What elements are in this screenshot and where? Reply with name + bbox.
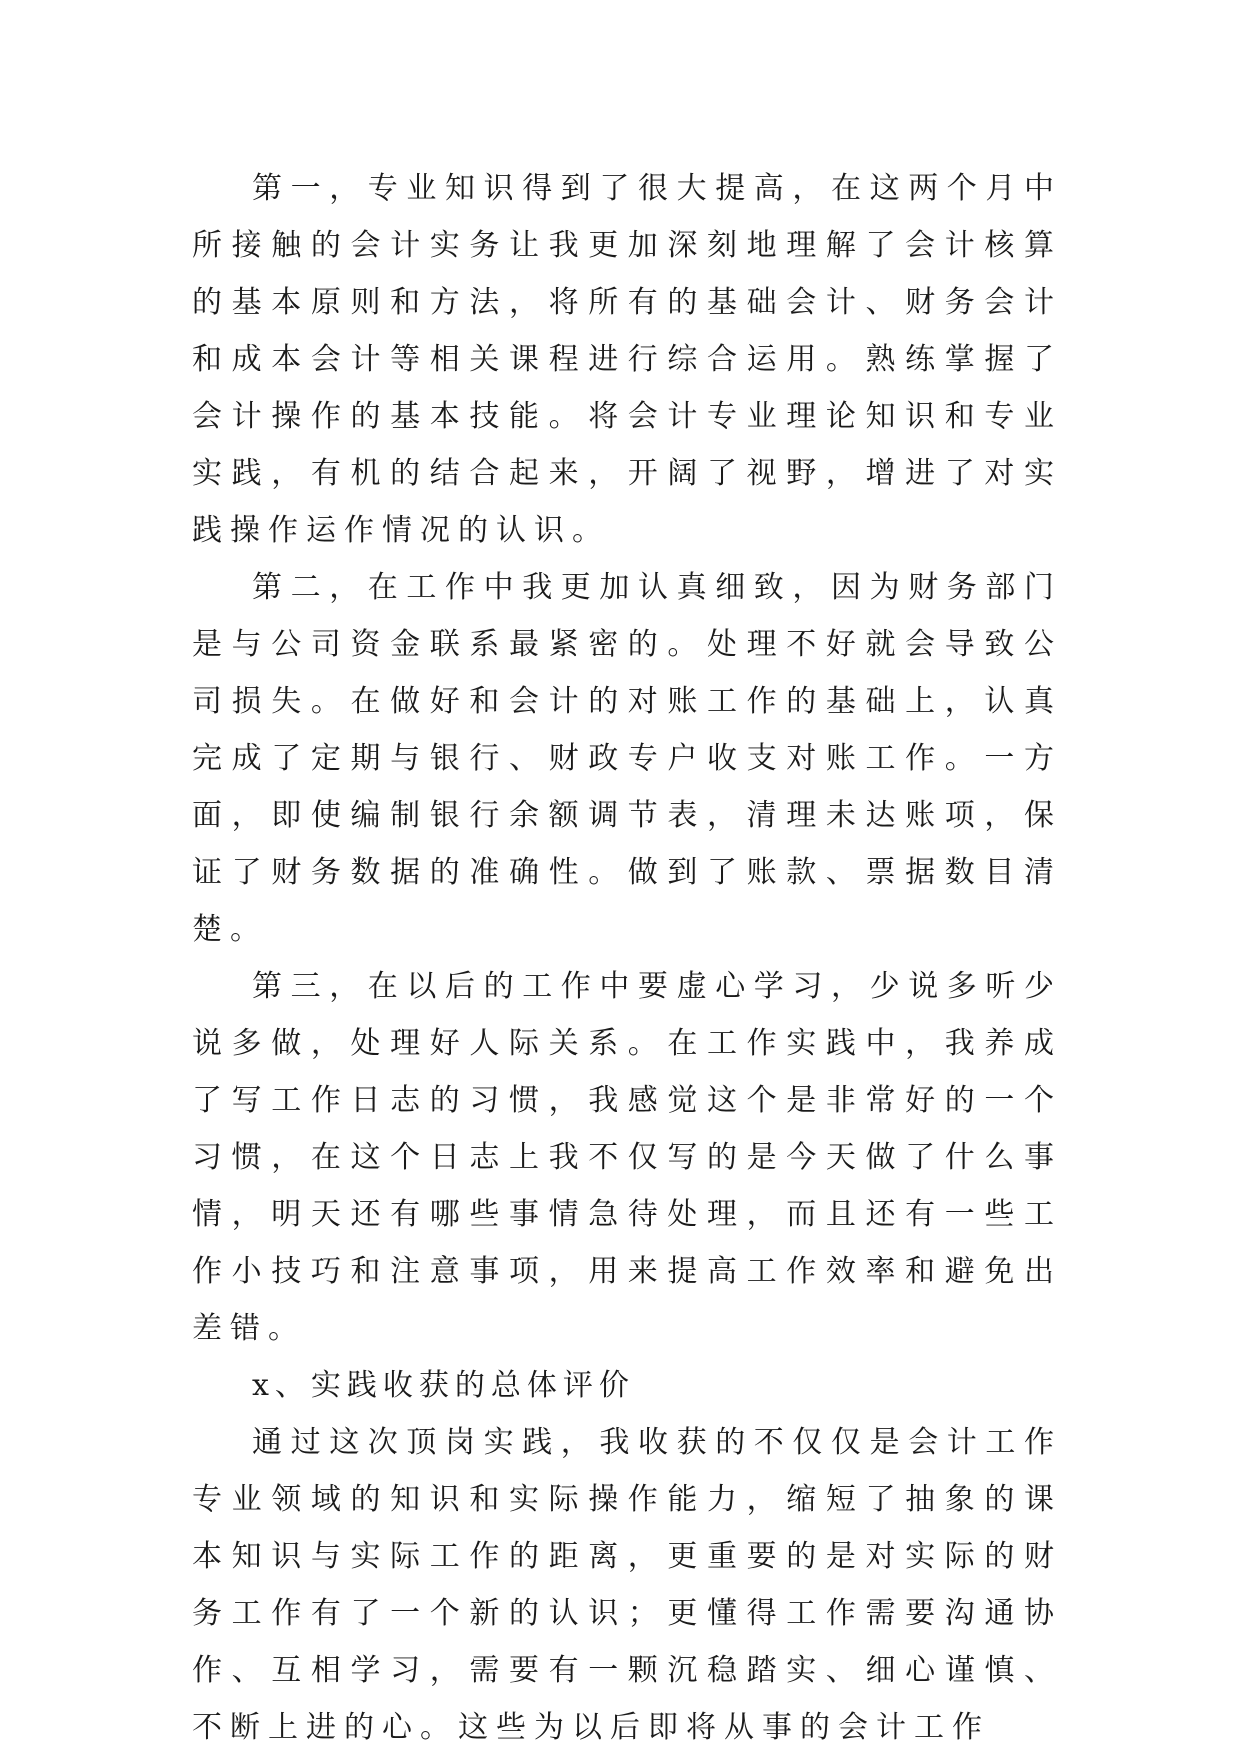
document-body (192, 160, 1062, 1756)
paragraph-second-point: 第二，在工作中我更加认真细致，因为财务部门是与公司资金联系最紧密的。处理不好就会导致公司损失。在做好和会计的对账工作的基础上，认真完成了定期与银行、财政专户收支对账工作。一方面，即使编制银行余额调节表，清理未达账项，保证了财务数据的准确性。做到了账款、票据数目清楚。 (192, 570, 1062, 947)
paragraph-overall-evaluation: 通过这次顶岗实践，我收获的不仅仅是会计工作专业领域的知识和实际操作能力，缩短了抽象的课本知识与实际工作的距离，更重要的是对实际的财务工作有了一个新的认识；更懂得工作需要沟通协作、互相学习，需要有一颗沉稳踏实、细心谨慎、不断上进的心。这些为以后即将从事的会计工作 (192, 1425, 1062, 1745)
paragraph-first-point: 第一，专业知识得到了很大提高，在这两个月中所接触的会计实务让我更加深刻地理解了会计核算的基本原则和方法，将所有的基础会计、财务会计和成本会计等相关课程进行综合运用。熟练掌握了会计操作的基本技能。将会计专业理论知识和专业实践，有机的结合起来，开阔了视野，增进了对实践操作运作情况的认识。 (192, 171, 1062, 548)
paragraph-third-point: 第三，在以后的工作中要虚心学习，少说多听少说多做，处理好人际关系。在工作实践中，我养成了写工作日志的习惯，我感觉这个是非常好的一个习惯，在这个日志上我不仅写的是今天做了什么事情，明天还有哪些事情急待处理，而且还有一些工作小技巧和注意事项，用来提高工作效率和避免出差错。 (192, 969, 1062, 1346)
section-heading: x、实践收获的总体评价 (252, 1368, 635, 1403)
